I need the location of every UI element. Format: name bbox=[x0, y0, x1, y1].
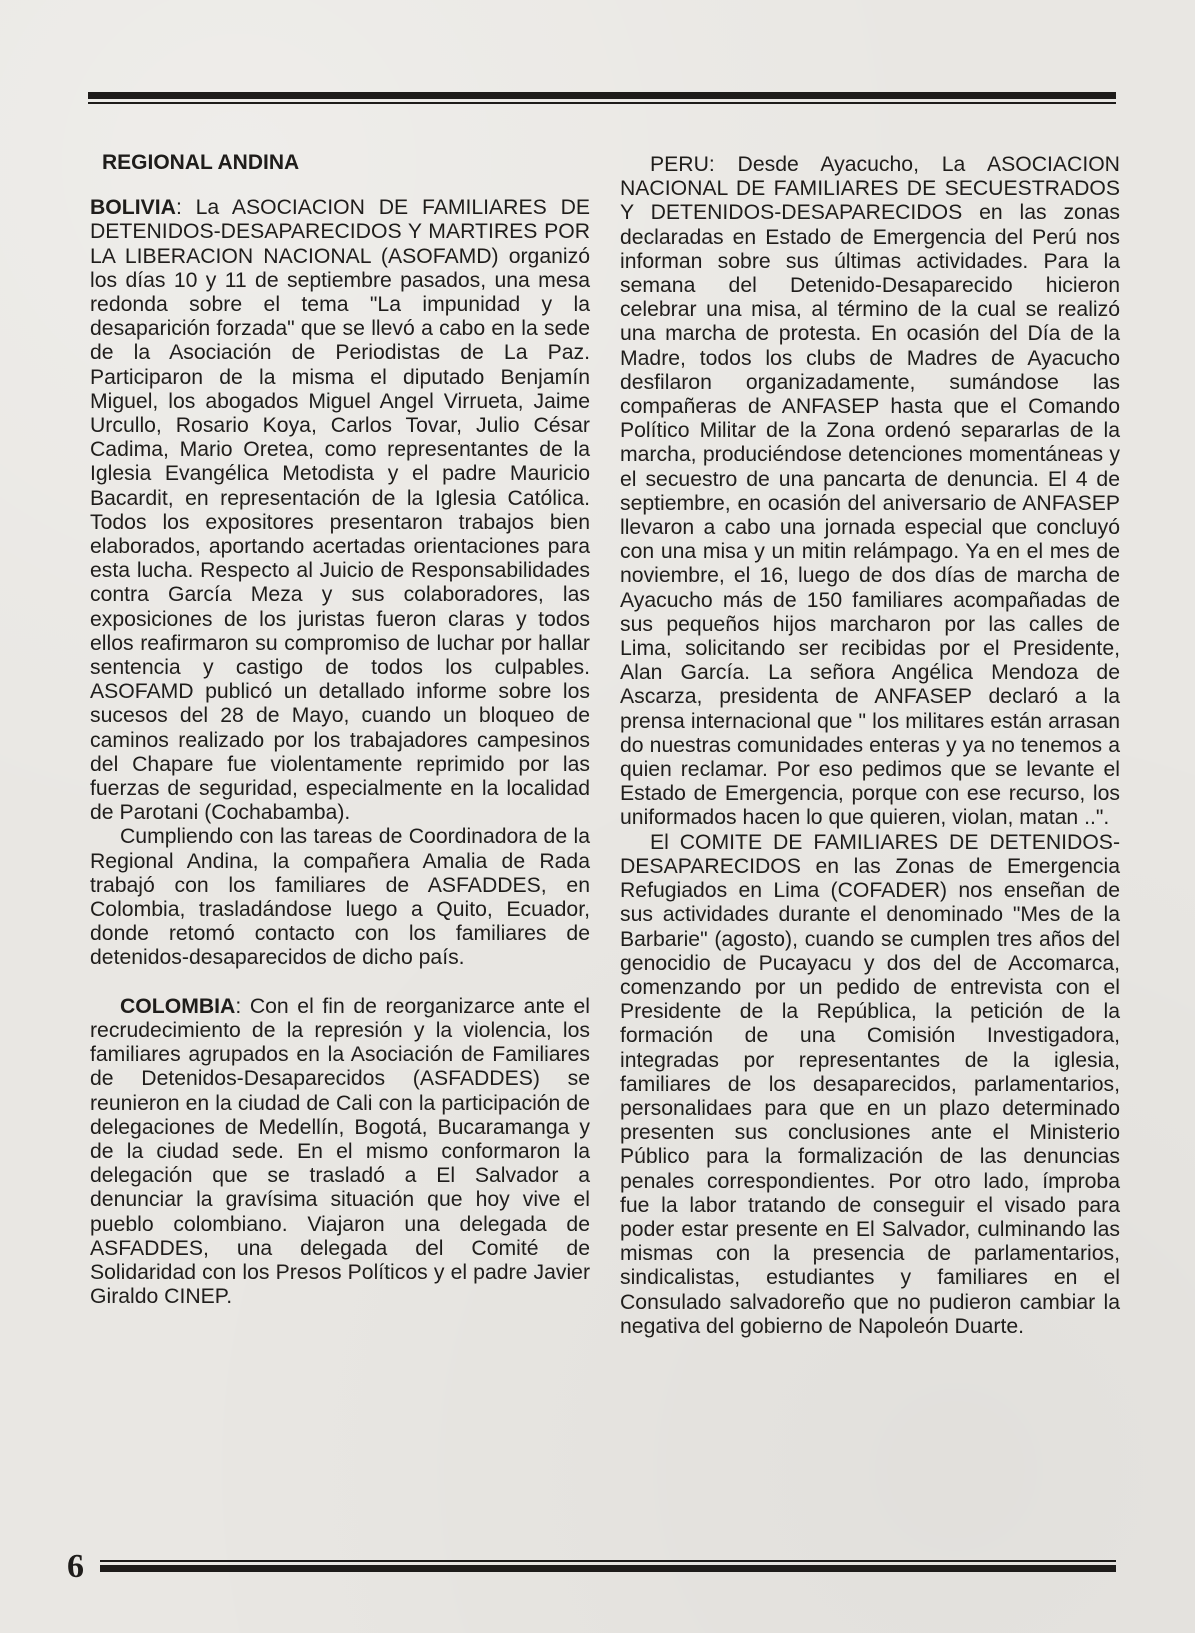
top-rule-thin bbox=[88, 102, 1116, 104]
bolivia-text: : La ASOCIACION DE FAMILIARES DE DETENIDOS-DESAPARECIDOS Y MARTIRES POR LA LIBERACION NACIONAL (ASOFAMD) organizó los días 10 y 11 de septiembre pasados, una mesa redonda sobre el tema "La impunidad y la desaparición forzada" que se llevó a cabo en la sede de la Asociación de Periodistas de La Paz. Participaron de la misma el diputado Benjamín Miguel, los abogados Miguel Angel Virrueta, Jaime Urcullo, Rosario Koya, Carlos Tovar, Julio César Cadima, Mario Oretea, como representantes de la Iglesia Evangélica Metodista y el padre Mauricio Bacardit, en representación de la Iglesia Católica. Todos los expositores presentaron trabajos bien elaborados, aportando acertadas orientaciones para esta lucha. Respecto al Juicio de Responsabilidades contra García Meza y sus colaboradores, las exposiciones de los juristas fueron claras y todos ellos reafirmaron su compromiso de luchar por hallar sentencia y castigo de todos los culpables. ASOFAMD publicó un detallado informe sobre los sucesos del 28 de Mayo, cuando un bloqueo de caminos realizado por los trabajadores campesinos del Chapare fue violentamente reprimido por las fuerzas de seguridad, especialmente en la localidad de Parotani (Cochabamba). bbox=[90, 196, 590, 825]
right-column bbox=[620, 153, 1120, 1339]
bottom-rule-thin bbox=[100, 1560, 1116, 1562]
top-rule-thick bbox=[88, 92, 1116, 99]
peru-text: : Desde Ayacucho, La ASOCIACION NACIONAL DE FAMILIARES DE SECUESTRADOS Y DETENIDOS-DESAPARECIDOS en las zonas declaradas en Estado de Emergencia del Perú nos informan sobre sus últimas actividades. Para la semana del Detenido-Desaparecido hicieron celebrar una misa, al término de la cual se realizó una marcha de protesta. En ocasión del Día de la Madre, todos los clubs de Madres de Ayacucho desfilaron organizadamente, sumándose las compañeras de ANFASEP hasta que el Comando Político Militar de la Zona ordenó separarlas de la marcha, produciéndose detenciones momentáneas y el secuestro de una pancarta de denuncia. El 4 de septiembre, en ocasión del aniversario de ANFASEP llevaron a cabo una jornada especial que concluyó con una misa y un mitin relámpago. Ya en el mes de noviembre, el 16, luego de dos días de marcha de Ayacucho más de 150 familiares acompañadas de sus pequeños hijos marcharon por las calles de Lima, solicitando ser recibidas por el Presidente, Alan García. La señora Angélica Mendoza de Ascarza, presidenta de ANFASEP declaró a la prensa internacional que " los militares están arrasan do nuestras comunidades enteras y ya no tenemos a quien reclamar. Por eso pedimos que se levante el Estado de Emergencia, porque con ese recurso, los uniformados hacen lo que quieren, violan, matan ..". bbox=[620, 153, 1120, 830]
left-column bbox=[90, 150, 590, 1309]
colombia-label: COLOMBIA bbox=[120, 994, 236, 1018]
bolivia-paragraph-2: Cumpliendo con las tareas de Coordinadora de la Regional Andina, la compañera Amalia de Rada trabajó con los familiares de ASFADDES, en Colombia, trasladándose luego a Quito, Ecuador, donde retomó contacto con los familiares de detenidos-desaparecidos de dicho país. bbox=[90, 825, 590, 970]
page-number: 6 bbox=[67, 1548, 84, 1585]
bolivia-paragraph bbox=[90, 196, 590, 825]
peru-paragraph bbox=[620, 153, 1120, 831]
section-title: REGIONAL ANDINA bbox=[102, 151, 300, 174]
top-rule bbox=[88, 92, 1116, 106]
colombia-text: : Con el fin de reorganizarce ante el recrudecimiento de la represión y la violencia, los familiares agrupados en la Asociación de Familiares de Detenidos-Desaparecidos (ASFADDES) se reunieron en la ciudad de Cali con la participación de delegaciones de Medellín, Bogotá, Bucaramanga y de la ciudad sede. En el mismo conformaron la delegación que se trasladó a El Salvador a denunciar la gravísima situación que hoy vive el pueblo colombiano. Viajaron una delegada de ASFADDES, una delegada del Comité de Solidaridad con los Presos Políticos y el padre Javier Giraldo CINEP. bbox=[90, 994, 590, 1309]
cofader-paragraph: El COMITE DE FAMILIARES DE DETENIDOS-DESAPARECIDOS en las Zonas de Emergencia Refugiados en Lima (COFADER) nos enseñan de sus actividades durante el denominado "Mes de la Barbarie" (agosto), cuando se cumplen tres años del genocidio de Pucayacu y dos del de Accomarca, comenzando por un pedido de entrevista con el Presidente de la República, la petición de la formación de una Comisión Investigadora, integradas por representantes de la iglesia, familiares de los desaparecidos, parlamentarios, personalidaes para que en un plazo determinado presenten sus conclusiones ante el Ministerio Público para la formalización de las denuncias penales correspondientes. Por otro lado, ímproba fue la labor tratando de conseguir el visado para poder estar presente en El Salvador, culminando las mismas con la presencia de parlamentarios, sindicalistas, estudiantes y familiares en el Consulado salvadoreño que no pudieron cambiar la negativa del gobierno de Napoleón Duarte. bbox=[620, 830, 1120, 1338]
peru-label: PERU bbox=[650, 153, 709, 176]
bottom-rule bbox=[100, 1560, 1116, 1574]
bolivia-label: BOLIVIA bbox=[90, 196, 176, 220]
bottom-rule-thick bbox=[100, 1565, 1116, 1572]
colombia-paragraph bbox=[90, 995, 590, 1310]
